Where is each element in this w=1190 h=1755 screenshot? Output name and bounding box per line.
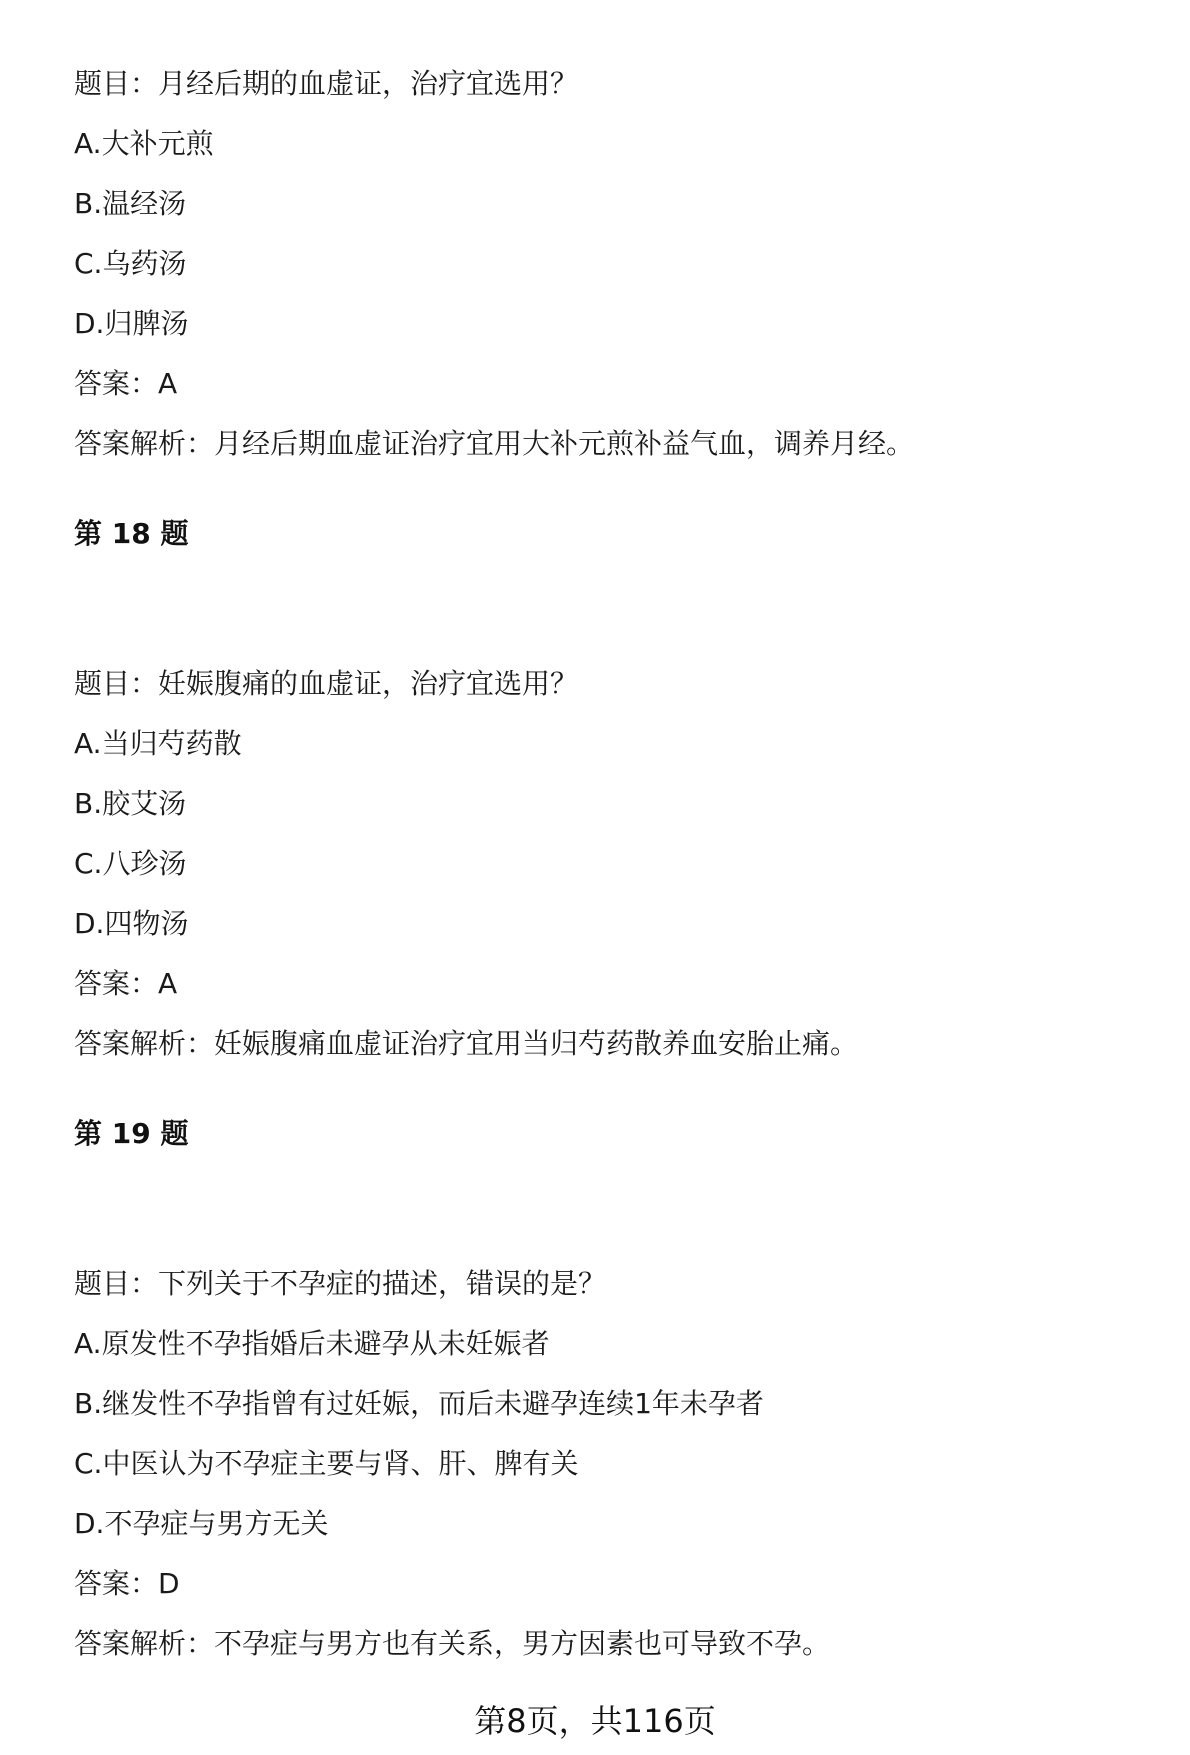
question-text: 题目：妊娠腹痛的血虚证，治疗宜选用？ (74, 667, 579, 700)
answer-explanation: 答案解析：月经后期血虚证治疗宜用大补元煎补益气血，调养月经。 (74, 427, 915, 460)
option-c: C.八珍汤 (74, 847, 187, 880)
option-d: D.归脾汤 (74, 307, 189, 340)
option-d: D.不孕症与男方无关 (74, 1507, 329, 1540)
option-c: C.乌药汤 (74, 247, 187, 280)
option-d: D.四物汤 (74, 907, 189, 940)
question-text: 题目：下列关于不孕症的描述，错误的是？ (74, 1267, 607, 1300)
question-heading: 第 18 题 (74, 517, 189, 550)
answer-text: 答案：A (74, 367, 178, 400)
question-heading: 第 19 题 (74, 1117, 189, 1150)
option-b: B.胶艾汤 (74, 787, 187, 820)
option-a: A.原发性不孕指婚后未避孕从未妊娠者 (74, 1327, 550, 1360)
option-a: A.大补元煎 (74, 127, 214, 160)
option-a: A.当归芍药散 (74, 727, 242, 760)
answer-text: 答案：D (74, 1567, 180, 1600)
option-b: B.温经汤 (74, 187, 187, 220)
answer-explanation: 答案解析：不孕症与男方也有关系，男方因素也可导致不孕。 (74, 1627, 831, 1660)
page-number-footer: 第8页，共116页 (474, 1702, 716, 1740)
answer-text: 答案：A (74, 967, 178, 1000)
answer-explanation: 答案解析：妊娠腹痛血虚证治疗宜用当归芍药散养血安胎止痛。 (74, 1027, 859, 1060)
question-text: 题目：月经后期的血虚证，治疗宜选用？ (74, 67, 579, 100)
option-c: C.中医认为不孕症主要与肾、肝、脾有关 (74, 1447, 579, 1480)
option-b: B.继发性不孕指曾有过妊娠，而后未避孕连续1年未孕者 (74, 1387, 764, 1420)
